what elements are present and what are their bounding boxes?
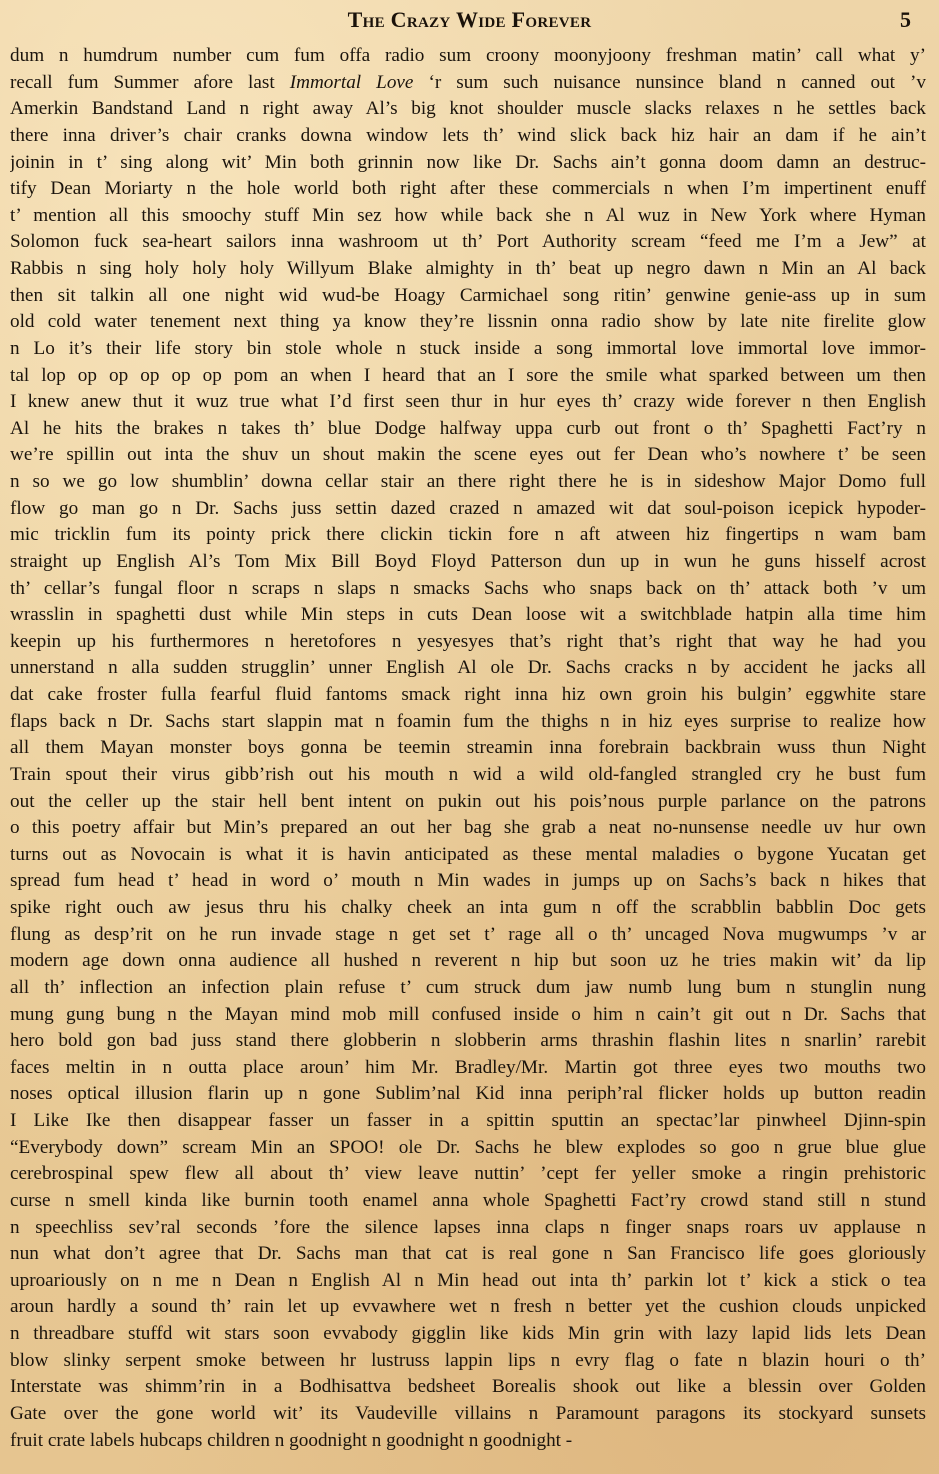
text-segment: ‘r sum such nuisance nunsince bland n canned out ’v (413, 71, 926, 93)
page-title: The Crazy Wide Forever (347, 7, 592, 32)
text-line: spread fum head t’ head in word o’ mouth n Min wades in jumps up on Sachs’s back n hikes that (10, 870, 926, 892)
running-header (0, 4, 939, 32)
text-line: all th’ inflection an infection plain refuse t’ cum struck dum jaw numb lung bum n stunglin nung (10, 976, 926, 998)
text-line: Al he hits the brakes n takes th’ blue Dodge halfway uppa curb out front o th’ Spaghetti Fact’ry n (10, 417, 926, 439)
text-line: curse n smell kinda like burnin tooth enamel anna whole Spaghetti Fact’ry crowd stand still n stund (10, 1189, 926, 1211)
text-line: tify Dean Moriarty n the hole world both right after these commercials n when I’m impertinent enuff (10, 178, 926, 200)
text-line: n so we go low shumblin’ downa cellar stair an there right there he is in sideshow Major Domo full (10, 471, 926, 492)
text-line: Rabbis n sing holy holy holy Willyum Blake almighty in th’ beat up negro dawn n Min an Al back (10, 258, 926, 279)
text-line: nun what don’t agree that Dr. Sachs man that cat is real gone n San Francisco life goes gloriously (10, 1243, 926, 1265)
text-line: flow go man go n Dr. Sachs juss settin dazed crazed n amazed wit dat soul-poison icepick hypoder- (10, 497, 926, 519)
text-line: we’re spillin out inta the shuv un shout makin the scene eyes out fer Dean who’s nowhere t’ be seen (10, 444, 926, 466)
text-line: wrasslin in spaghetti dust while Min steps in cuts Dean loose wit a switchblade hatpin alla time him (10, 604, 926, 626)
text-line: aroun hardly a sound th’ rain let up evvawhere wet n fresh n better yet the cushion clouds unpicked (10, 1296, 926, 1318)
text-line: dat cake froster fulla fearful fluid fantoms smack right inna hiz own groin his bulgin’ eggwhite stare (10, 684, 926, 705)
text-line: uproariously on n me n Dean n English Al n Min head out inta th’ parkin lot t’ kick a stick o tea (10, 1269, 926, 1291)
text-line: Solomon fuck sea-heart sailors inna washroom ut th’ Port Authority scream “feed me I’m a Jew” at (10, 231, 926, 253)
text-line (10, 70, 926, 97)
text-line: Train spout their virus gibb’rish out his mouth n wid a wild old-fangled strangled cry he bust fum (10, 763, 926, 785)
text-line: old cold water tenement next thing ya know they’re lissnin onna radio show by late nite firelite glow (10, 311, 926, 333)
text-line: mic tricklin fum its pointy prick there clickin tickin fore n aft atween hiz fingertips n wam bam (10, 524, 926, 546)
body-text (10, 43, 926, 1454)
text-line: o this poetry affair but Min’s prepared an out her bag she grab a neat no-nunsense needle uv hur own (10, 817, 926, 839)
text-line: keepin up his furthermores n heretofores n yesyesyes that’s right that’s right that way he had you (10, 630, 926, 652)
text-line: Interstate was shimm’rin in a Bodhisattva bedsheet Borealis shook out like a blessin over Golden (10, 1376, 926, 1398)
text-line: mung gung bung n the Mayan mind mob mill confused inside o him n cain’t git out n Dr. Sachs that (10, 1003, 926, 1025)
text-line: I Like Ike then disappear fasser un fasser in a spittin sputtin an spectac’lar pinwheel Djinn-spin (10, 1110, 926, 1131)
text-line: unnerstand n alla sudden strugglin’ unner English Al ole Dr. Sachs cracks n by accident he jacks all (10, 657, 926, 679)
text-line: t’ mention all this smoochy stuff Min sez how while back she n Al wuz in New York where Hyman (10, 204, 926, 226)
text-line: out the celler up the stair hell bent intent on pukin out his pois’nous purple parlance on the patrons (10, 790, 926, 812)
text-line: n threadbare stuffd wit stars soon evvabody gigglin like kids Min grin with lazy lapid lids lets Dean (10, 1323, 926, 1344)
text-line: modern age down onna audience all hushed n reverent n hip but soon uz he tries makin wit’ da lip (10, 950, 926, 972)
text-line: flung as desp’rit on he run invade stage n get set t’ rage all o th’ uncaged Nova mugwumps ’v ar (10, 923, 926, 945)
text-line: fruit crate labels hubcaps children n goodnight n goodnight n goodnight - (10, 1429, 573, 1451)
text-line: dum n humdrum number cum fum offa radio sum croony moonyjoony freshman matin’ call what y’ (10, 45, 926, 66)
text-segment: recall fum Summer afore last (10, 71, 290, 93)
text-line: cerebrospinal spew flew all about th’ view leave nuttin’ ’cept fer yeller smoke a ringin prehistoric (10, 1163, 926, 1185)
text-line: n Lo it’s their life story bin stole whole n stuck inside a song immortal love immortal love immor- (10, 337, 926, 359)
text-line: flaps back n Dr. Sachs start slappin mat n foamin fum the thighs n in hiz eyes surprise to realize how (10, 710, 926, 732)
text-line: spike right ouch aw jesus thru his chalky cheek an inta gum n off the scrabblin babblin Doc gets (10, 897, 926, 918)
text-line: straight up English Al’s Tom Mix Bill Boyd Floyd Patterson dun up in wun he guns hisself acrost (10, 550, 926, 572)
text-line: turns out as Novocain is what it is havin anticipated as these mental maladies o bygone Yucatan get (10, 843, 926, 865)
song-title-italic: Immortal Love (289, 71, 414, 93)
text-line: “Everybody down” scream Min an SPOO! ole Dr. Sachs he blew explodes so goo n grue blue glue (10, 1136, 926, 1158)
text-line: blow slinky serpent smoke between hr lustruss lappin lips n evry flag o fate n blazin houri o th’ (10, 1349, 926, 1371)
text-line: all them Mayan monster boys gonna be teemin streamin inna forebrain backbrain wuss thun Night (10, 737, 926, 759)
text-line: faces meltin in n outta place aroun’ him Mr. Bradley/Mr. Martin got three eyes two mouths two (10, 1056, 926, 1078)
text-line: there inna driver’s chair cranks downa window lets th’ wind slick back hiz hair an dam if he ain’t (10, 124, 926, 146)
text-line: Gate over the gone world wit’ its Vaudeville villains n Paramount paragons its stockyard sunsets (10, 1402, 926, 1424)
text-line: hero bold gon bad juss stand there globberin n slobberin arms thrashin flashin lites n snarlin’ rarebit (10, 1030, 926, 1052)
page-number: 5 (900, 7, 911, 32)
text-line: then sit talkin all one night wid wud-be Hoagy Carmichael song ritin’ genwine genie-ass up in sum (10, 284, 926, 306)
text-line: joinin in t’ sing along wit’ Min both grinnin now like Dr. Sachs ain’t gonna doom damn an destruc- (10, 151, 926, 173)
text-line: Amerkin Bandstand Land n right away Al’s big knot shoulder muscle slacks relaxes n he settles back (10, 98, 926, 120)
text-line: th’ cellar’s fungal floor n scraps n slaps n smacks Sachs who snaps back on th’ attack both ’v um (10, 577, 926, 599)
text-line: n speechliss sev’ral seconds ’fore the silence lapses inna claps n finger snaps roars uv applause n (10, 1216, 926, 1238)
text-line: I knew anew thut it wuz true what I’d first seen thur in hur eyes th’ crazy wide forever n then English (10, 391, 926, 413)
text-line: noses optical illusion flarin up n gone Sublim’nal Kid inna periph’ral flicker holds up button readin (10, 1083, 926, 1105)
text-line: tal lop op op op op op pom an when I heard that an I sore the smile what sparked between um then (10, 364, 926, 386)
